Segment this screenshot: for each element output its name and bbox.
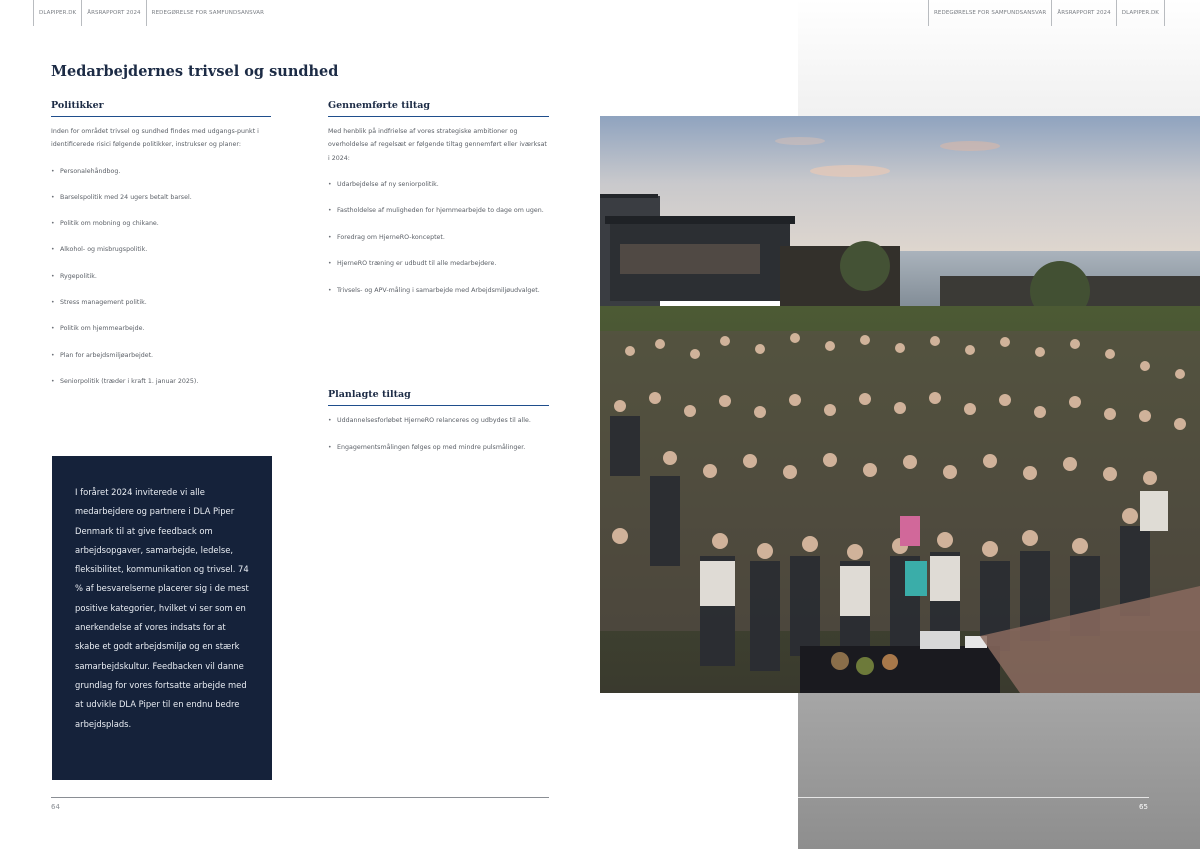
gennemforte-list xyxy=(328,178,549,297)
politikker-list xyxy=(51,165,271,388)
list-item: • Foredrag om HjerneRO-konceptet. xyxy=(328,231,549,244)
list-item: • Personalehåndbog. xyxy=(51,165,271,178)
quote-box xyxy=(52,456,272,780)
list-item: • Seniorpolitik (træder i kraft 1. januar 2025). xyxy=(51,375,271,388)
list-item: • Udarbejdelse af ny seniorpolitik. xyxy=(328,178,549,191)
list-item: • Engagementsmålingen følges op med mindre pulsmålinger. xyxy=(328,441,549,454)
list-item: • Plan for arbejdsmiljøarbejdet. xyxy=(51,349,271,362)
footer-rule-left xyxy=(51,797,549,798)
list-item: • Politik om mobning og chikane. xyxy=(51,217,271,230)
list-item: • Trivsels- og APV-måling i samarbejde med Arbejdsmiljøudvalget. xyxy=(328,284,549,297)
planlagte-list xyxy=(328,414,549,454)
list-item: • Fastholdelse af muligheden for hjemmearbejde to dage om ugen. xyxy=(328,204,549,217)
list-item: • Stress management politik. xyxy=(51,296,271,309)
page-number-right: 65 xyxy=(1139,803,1148,811)
header-link-site[interactable]: DLAPIPER.DK xyxy=(1117,0,1165,26)
header-link-site[interactable]: DLAPIPER.DK xyxy=(33,0,81,26)
list-item: • HjerneRO træning er udbudt til alle medarbejdere. xyxy=(328,257,549,270)
header-left xyxy=(33,0,269,26)
list-item: • Barselspolitik med 24 ugers betalt barsel. xyxy=(51,191,271,204)
header-report: ÅRSRAPPORT 2024 xyxy=(81,0,145,26)
header-section: REDEGØRELSE FOR SAMFUNDSANSVAR xyxy=(928,0,1052,26)
list-item: • Politik om hjemmearbejde. xyxy=(51,322,271,335)
list-item: • Uddannelsesforløbet HjerneRO relanceres og udbydes til alle. xyxy=(328,414,549,427)
gennemforte-section xyxy=(328,100,549,297)
politikker-heading: Politikker xyxy=(51,100,271,117)
politikker-section xyxy=(51,100,271,388)
quote-text: I foråret 2024 inviterede vi alle medarbejdere og partnere i DLA Piper Denmark til at give feedback om arbejdsopgaver, samarbejde, ledelse, fleksibilitet, kommunikation og trivsel. 74 % af besvarelserne placerer sig i de mest positive kategorier, hvilket vi ser som en anerkendelse af vores indsats for at skabe et godt arbejdsmiljø og en stærk samarbejdskultur. Feedbacken vil danne grundlag for vores fortsatte arbejde med at udvikle DLA Piper til en endnu bedre arbejdsplads. xyxy=(75,487,249,729)
planlagte-section xyxy=(328,389,549,454)
politikker-intro: Inden for området trivsel og sundhed findes med udgangs-punkt i identificerede risici følgende politikker, instrukser og planer: xyxy=(51,128,259,149)
list-item: • Alkohol- og misbrugspolitik. xyxy=(51,243,271,256)
header-right xyxy=(928,0,1165,26)
planlagte-heading: Planlagte tiltag xyxy=(328,389,549,406)
header-report: ÅRSRAPPORT 2024 xyxy=(1052,0,1116,26)
header-section: REDEGØRELSE FOR SAMFUNDSANSVAR xyxy=(146,0,269,26)
gennemforte-intro: Med henblik på indfrielse af vores strategiske ambitioner og overholdelse af regelsæt er følgende tiltag gennemført eller iværksat i 2024: xyxy=(328,128,547,162)
page-title: Medarbejdernes trivsel og sundhed xyxy=(51,63,339,80)
page-number-left: 64 xyxy=(51,803,60,811)
group-photo xyxy=(600,116,1200,693)
gennemforte-heading: Gennemførte tiltag xyxy=(328,100,549,117)
list-item: • Rygepolitik. xyxy=(51,270,271,283)
footer-rule-right xyxy=(798,797,1149,798)
